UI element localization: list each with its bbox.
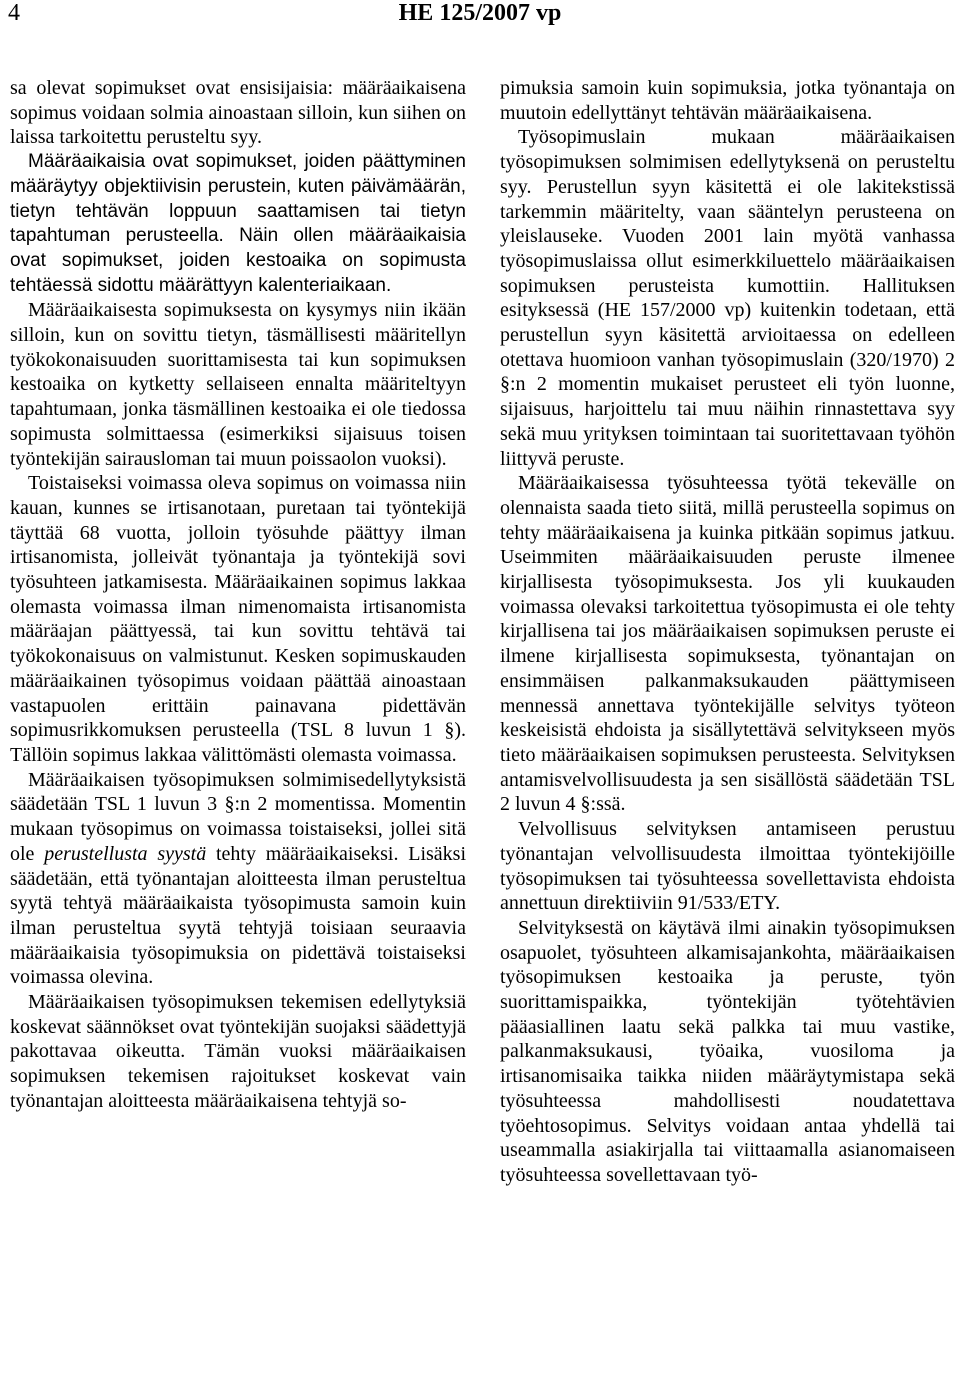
left-column [10, 76, 466, 1114]
paragraph: Määräaikaisen työsopimuksen tekemisen edellytyksiä koskevat säännökset ovat työntekijän suojaksi säädettyjä pakottavaa oikeutta. Tämän vuoksi määräaikaisen sopimuksen tekemisen rajoitukset koskevat vain työnantajan aloitteesta määräaikaisena tehtyjä so- [10, 991, 466, 1112]
right-column [500, 76, 955, 1188]
paragraph: Määräaikaisia ovat sopimukset, joiden päättyminen määräytyy objektiivisin perustein, kuten päivämäärän, tietyn tehtävän loppuun saattamisen tai tietyn tapahtuman perusteella. Näin ollen määräaikaisia ovat sopimukset, joiden kestoaika on sopimusta tehtäessä sidottu määrättyyn kalenteriaikaan. [10, 151, 466, 296]
paragraph: Työsopimuslain mukaan määräaikaisen työsopimuksen solmimisen edellytyksenä on perusteltu syy. Perustellun syyn käsitettä ei ole lakitekstissä tarkemmin määritelty, vaan sääntelyn perusteena on yleislauseke. Vuoden 2001 lain myötä vanhassa työsopimuslaissa ollut esimerkkiluettelo määräaikaisen sopimuksen perusteista kumottiin. Hallituksen esityksessä (HE 157/2000 vp) kuitenkin todetaan, että perustellun syyn käsitettä arvioitaessa on edelleen otettava huomioon vanhan työsopimuslain (320/1970) 2 §:n 2 momentin mukaiset perusteet eli työn luonne, sijaisuus, harjoittelu tai muu näihin rinnastettava syy sekä muu yrityksen toimintaan tai suoritettavaan työhön liittyvä peruste. [500, 126, 955, 470]
page-header [0, 0, 960, 36]
page-number: 4 [8, 0, 20, 26]
paragraph [10, 768, 466, 990]
paragraph: Velvollisuus selvityksen antamiseen perustuu työnantajan velvollisuudesta ilmoittaa työntekijöille työsopimuksen tai työsuhteessa sovellettavista ehdoista annettuun direktiiviin 91/533/ETY. [500, 818, 955, 915]
paragraph-text: Määräaikaisen työsopimuksen solmimisedellytyksistä säädetään TSL 1 luvun 3 §:n 2 momentissa. Momentin mukaan työsopimus on voimassa toistaiseksi, jollei sitä ole [10, 768, 466, 865]
paragraph: pimuksia samoin kuin sopimuksia, jotka työnantaja on muutoin edellyttänyt tehtävän määräaikaisena. [500, 77, 955, 124]
paragraph-text: tehty määräaikaiseksi. Lisäksi säädetään, että työnantajan aloitteesta ilman perusteltua syytä tehtyä määräaikaista työsopimusta samoin kuin ilman perusteltua syytä tehtyjä toisiaan seuraavia määräaikaisia työsopimuksia on pidettävä toistaiseksi voimassa olevina. [10, 842, 466, 989]
paragraph: Määräaikaisessa työsuhteessa työtä tekevälle on olennaista saada tieto siitä, millä perusteella sopimus on tehty määräaikaisena ja kuinka pitkään sopimus jatkuu. Useimmiten määräaikaisuuden peruste ilmenee kirjallisesta työsopimuksesta. Jos yli kuukauden voimassa olevaksi tarkoitettua työsopimusta ei ole tehty kirjallisena tai jos määräaikaisen sopimuksen peruste ei ilmene kirjallisesta sopimuksesta, työnantajan on ensimmäisen palkanmaksukauden päättymiseen mennessä annettava työntekijälle selvitys työteon keskeisistä ehdoista ja sisällytettävä selvitykseen myös tieto määräaikaisen sopimuksen perusteesta. Selvityksen antamisvelvollisuudesta ja sen sisällöstä säädetään TSL 2 luvun 4 §:ssä. [500, 472, 955, 816]
document-id: HE 125/2007 vp [398, 0, 562, 26]
italic-term: perustellusta syystä [44, 842, 207, 865]
paragraph: sa olevat sopimukset ovat ensisijaisia: määräaikaisena sopimus voidaan solmia ainoastaan silloin, kun siihen on laissa tarkoitettu perusteltu syy. [10, 77, 466, 149]
paragraph: Määräaikaisesta sopimuksesta on kysymys niin ikään silloin, kun on sovittu tietyn, täsmällisesti määritellyn työkokonaisuuden suorittamisesta tai kun sopimuksen kestoaika on kytketty sellaiseen ennalta määriteltyyn tapahtumaan, jonka täsmällinen kestoaika ei ole tiedossa sopimusta solmittaessa (esimerkiksi sijaisuus toisen työntekijän sairausloman tai muun poissaolon vuoksi). [10, 299, 466, 470]
paragraph: Selvityksestä on käytävä ilmi ainakin työsopimuksen osapuolet, työsuhteen alkamisajankohta, määräaikaisen työsopimuksen kestoaika ja peruste, työn suorittamispaikka, työntekijän työtehtävien pääasiallinen laatu sekä palkka tai muu vastike, palkanmaksukausi, työaika, vuosiloma ja irtisanomisaika taikka niiden määräytymistapa sekä työsuhteessa mahdollisesti noudatettava työehtosopimus. Selvitys voidaan antaa yhdellä tai useammalla asiakirjalla tai viittaamalla asianomaiseen työsuhteessa sovellettavaan työ- [500, 916, 955, 1186]
paragraph: Toistaiseksi voimassa oleva sopimus on voimassa niin kauan, kunnes se irtisanotaan, puretaan tai työntekijä täyttää 68 vuotta, jolloin työsuhde päättyy ilman irtisanomista, jolleivät työnantaja ja työntekijä sovi työsuhteen jatkamisesta. Määräaikainen sopimus lakkaa olemasta voimassa ilman nimenomaista irtisanomista määräajan päättyessä, tai kun sovittu tehtävä tai työkokonaisuus on valmistunut. Kesken sopimuskauden määräaikainen työsopimus voidaan päättää ainoastaan vastapuolen erittäin painavana pidettävän sopimusrikkomuksen perusteella (TSL 8 luvun 1 §). Tällöin sopimus lakkaa välittömästi olemasta voimassa. [10, 472, 466, 766]
